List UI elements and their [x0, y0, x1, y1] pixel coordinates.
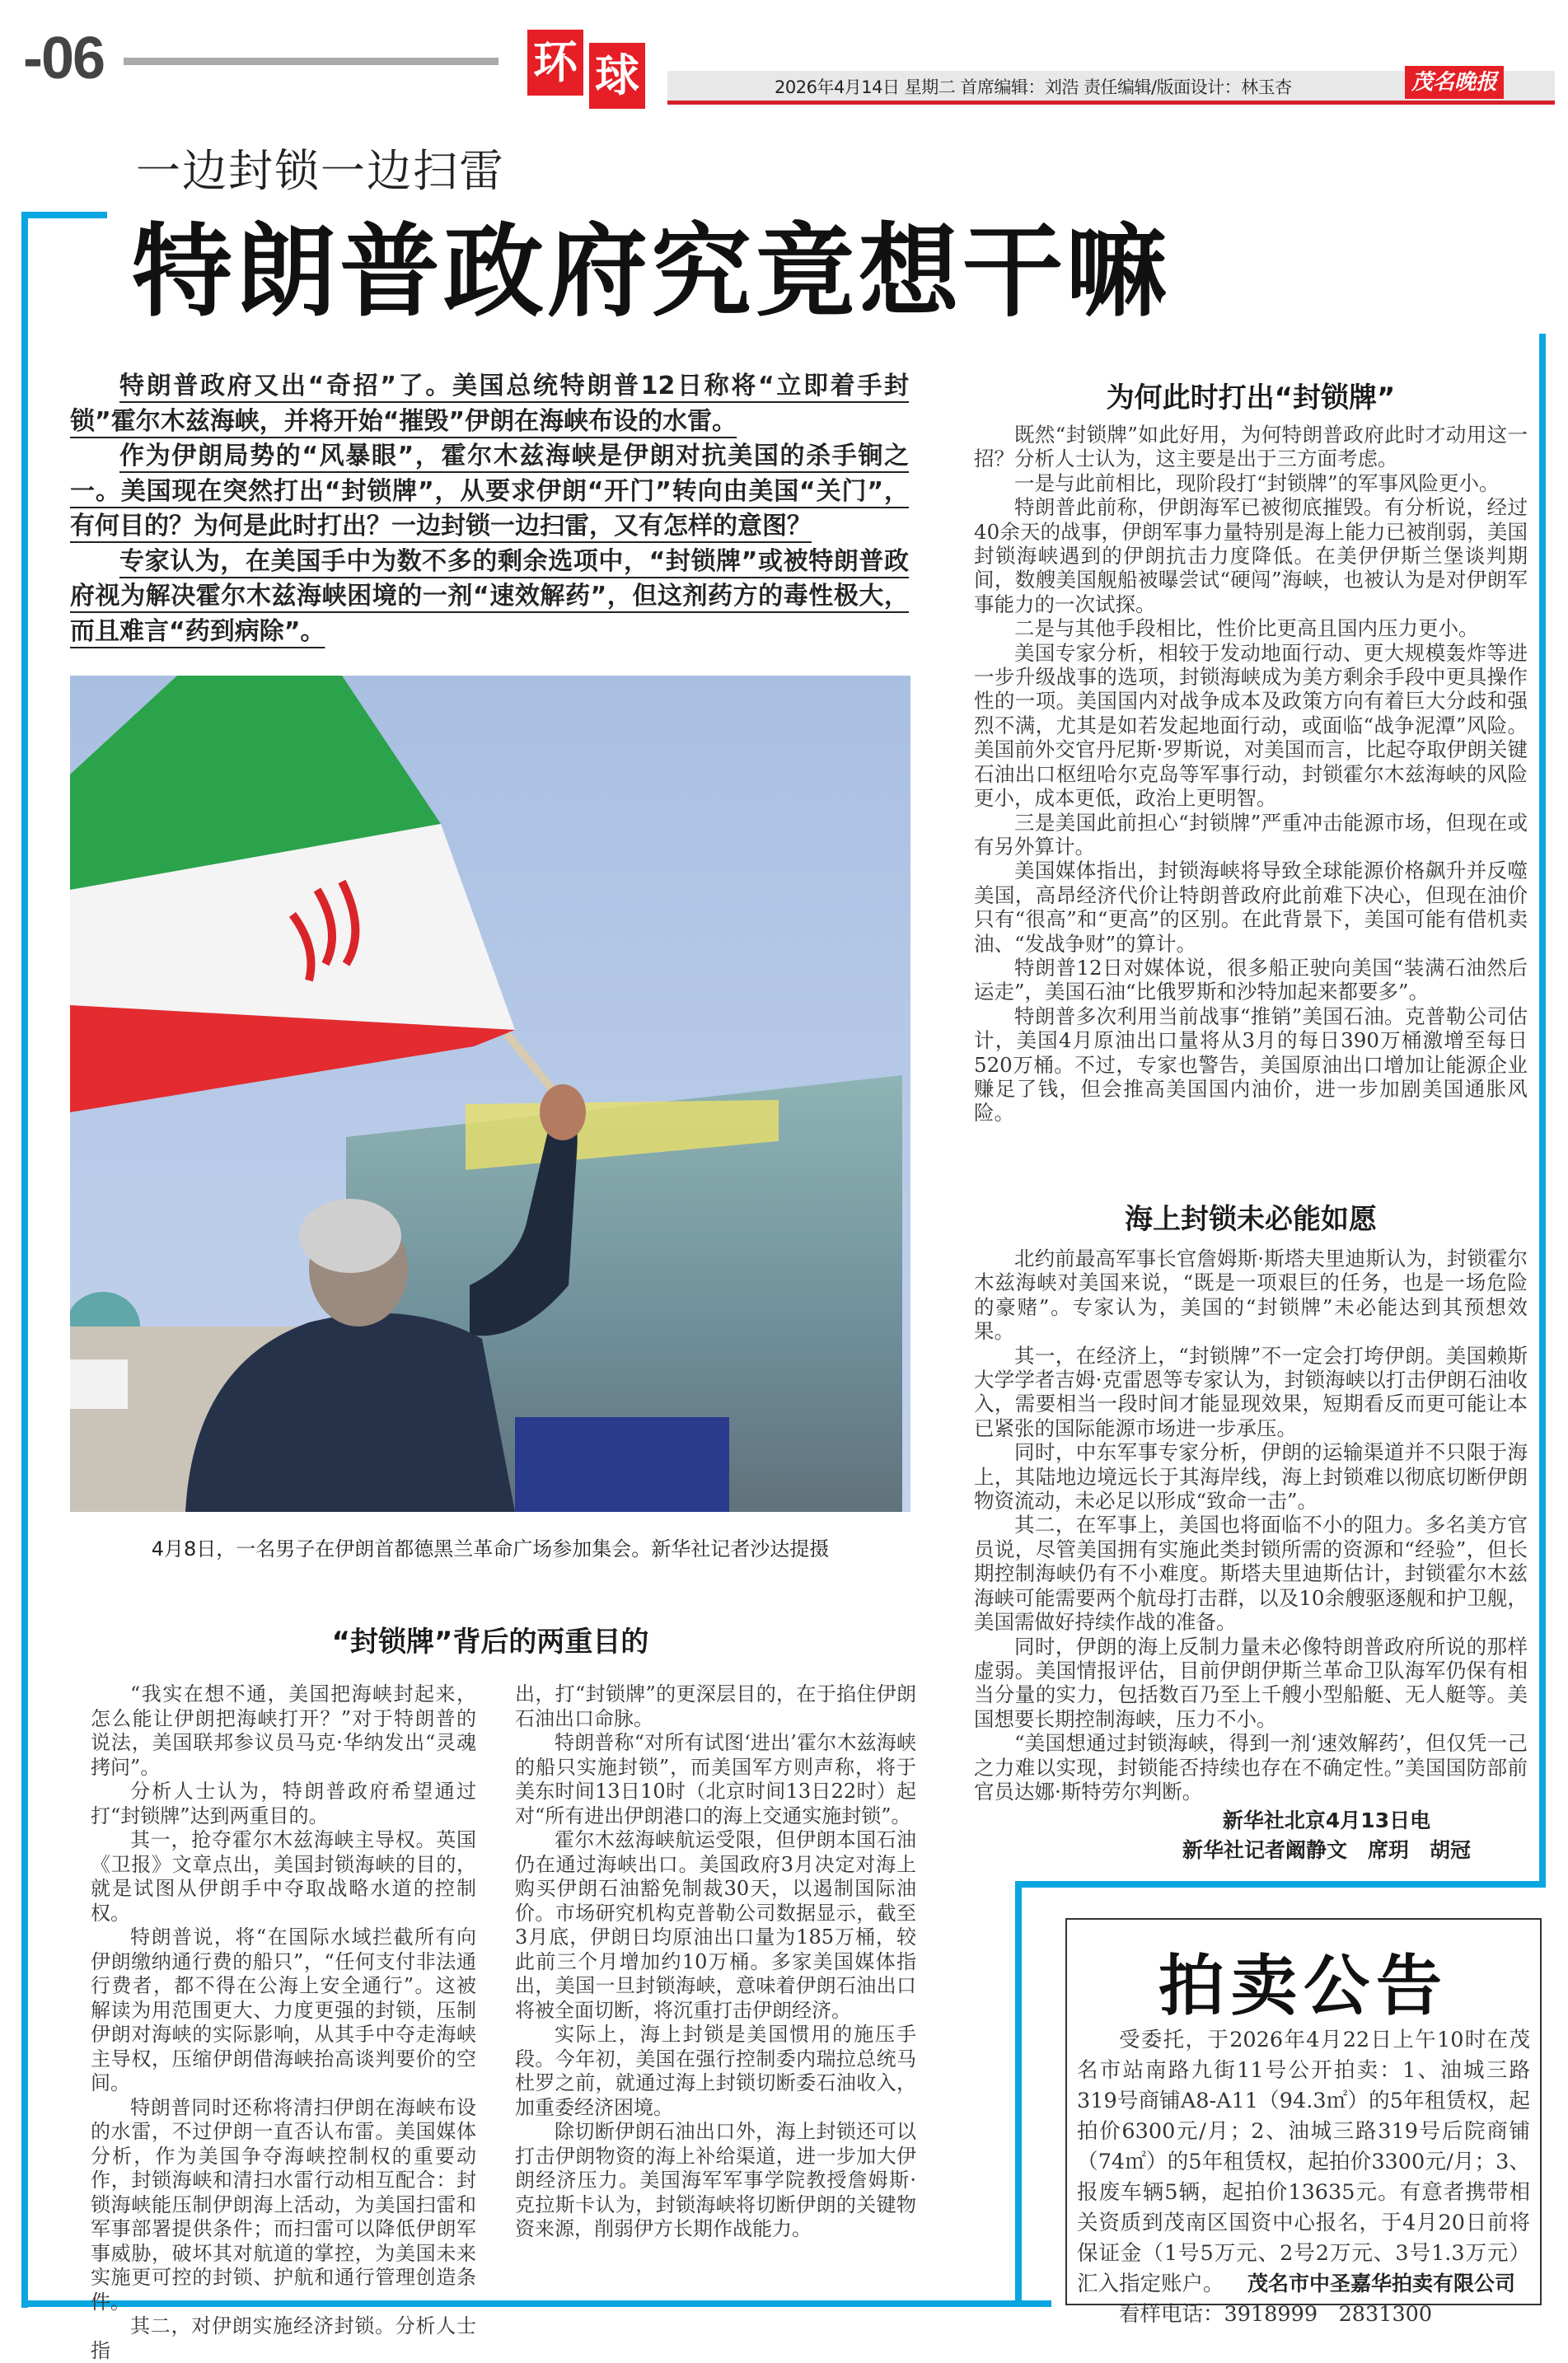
- paragraph: 特朗普说，将“在国际水域拦截所有向伊朗缴纳通行费的船只”，“任何支付非法通行费者，都不得在公海上安全通行”。这被解读为用范围更大、力度更强的封锁，压制伊朗对海峡的实际影响，从其手中夺走海峡主导权，压缩伊朗借海峡抬高谈判要价的空间。: [91, 1925, 476, 2094]
- byline: [1137, 1806, 1516, 1865]
- paragraph: 专家认为，在美国手中为数不多的剩余选项中，“封锁牌”或被特朗普政府视为解决霍尔木兹海峡困境的一剂“速效解药”，但这剂药方的毒性极大，而且难言“药到病除”。: [70, 546, 909, 646]
- paragraph: 霍尔木兹海峡航运受限，但伊朗本国石油仍在通过海峡出口。美国政府3月决定对海上购买伊朗石油豁免制裁30天，以遏制国际油价。市场研究机构克普勒公司数据显示，截至3月底，伊朗日均原油出口量为185万桶，较此前三个月增加约10万桶。多家美国媒体指出，美国一旦封锁海峡，意味着伊朗石油出口将被全面切断，将沉重打击伊朗经济。: [515, 1828, 916, 2022]
- reporters: 新华社记者阚静文 席玥 胡冠: [1182, 1838, 1471, 1862]
- text-column: [974, 423, 1528, 1125]
- header-info-bar: [667, 71, 1555, 105]
- auction-title: 拍卖公告: [1158, 1947, 1449, 2024]
- paragraph: 特朗普政府又出“奇招”了。美国总统特朗普12日称将“立即着手封锁”霍尔木兹海峡，并将开始“摧毁”伊朗在海峡布设的水雷。: [70, 372, 909, 436]
- paragraph: 特朗普多次利用当前战事“推销”美国石油。克普勒公司估计，美国4月原油出口量将从3月的每日390万桶激增至每日520万桶。不过，专家也警告，美国原油出口增加让能源企业赚足了钱，但会推高美国国内油价，进一步加剧美国通胀风险。: [974, 1004, 1528, 1125]
- paragraph: “美国想通过封锁海峡，得到一剂‘速效解药’，但仅凭一己之力难以实现，封锁能否持续也存在不确定性。”美国国防部前官员达娜·斯特劳尔判断。: [974, 1731, 1528, 1804]
- article-title: 特朗普政府究竟想干嘛: [132, 213, 1170, 330]
- paragraph: 作为伊朗局势的“风暴眼”，霍尔木兹海峡是伊朗对抗美国的杀手锏之一。美国现在突然打出“封锁牌”，从要求伊朗“开门”转向由美国“关门”，有何目的？为何是此时打出？一边封锁一边扫雷，又有怎样的意图？: [70, 442, 909, 540]
- header-rule: [124, 58, 498, 65]
- paragraph: 同时，中东军事专家分析，伊朗的运输渠道并不只限于海上，其陆地边境远长于其海岸线，海上封锁难以彻底切断伊朗物资流动，未必足以形成“致命一击”。: [974, 1440, 1528, 1514]
- news-photo: [70, 676, 910, 1512]
- paragraph: 特朗普称“对所有试图‘进出’霍尔木兹海峡的船只实施封锁”，而美国军方则声称，将于美东时间13日10时（北京时间13日22时）起对“所有进出伊朗港口的海上交通实施封锁”。: [515, 1731, 916, 1827]
- page-number: -06: [23, 26, 105, 91]
- paragraph-group: [515, 1731, 916, 2242]
- paragraph: 看样电话：3918999 2831300: [1119, 2302, 1433, 2327]
- paragraph: 美国媒体指出，封锁海峡将导致全球能源价格飙升并反噬美国，高昂经济代价让特朗普政府此前难下决心，但现在油价只有“很高”和“更高”的区别。在此背景下，美国可能有借机卖油、“发战争财”的算计。: [974, 859, 1528, 956]
- paragraph: 其一，在经济上，“封锁牌”不一定会打垮伊朗。美国赖斯大学学者吉姆·克雷恩等专家认为，封锁海峡以打击伊朗石油收入，需要相当一段时间才能显现效果，短期看反而更可能让本已紧张的国际能源市场进一步承压。: [974, 1343, 1528, 1440]
- section-label-char: 环: [527, 30, 583, 96]
- paragraph: 特朗普此前称，伊朗海军已被彻底摧毁。有分析说，经过40余天的战事，伊朗军事力量特别是海上能力已被削弱，美国封锁海峡遇到的伊朗抗击力度降低。在美伊伊斯兰堡谈判期间，数艘美国舰船被曝尝试“硬闯”海峡，也被认为是对伊朗军事能力的一次试探。: [974, 495, 1528, 616]
- section-heading: 海上封锁未必能如愿: [1125, 1203, 1377, 1236]
- paragraph: 特朗普同时还称将清扫伊朗在海峡布设的水雷，不过伊朗一直否认布雷。美国媒体分析，作为美国争夺海峡控制权的重要动作，封锁海峡和清扫水雷行动相互配合：封锁海峡能压制伊朗海上活动，为美国扫雷和军事部署提供条件；而扫雷可以降低伊朗军事威胁，破坏其对航道的掌控，为美国未来实施更可控的封锁、护航和通行管理创造条件。: [91, 2095, 476, 2314]
- paragraph: 既然“封锁牌”如此好用，为何特朗普政府此时才动用这一招？分析人士认为，这主要是出于三方面考虑。: [974, 423, 1528, 471]
- paragraph: 一是与此前相比，现阶段打“封锁牌”的军事风险更小。: [1014, 470, 1500, 495]
- paragraph: 北约前最高军事长官詹姆斯·斯塔夫里迪斯认为，封锁霍尔木兹海峡对美国来说，“既是一项艰巨的任务，也是一场危险的豪赌”。专家认为，美国的“封锁牌”未必能达到其预想效果。: [974, 1247, 1528, 1344]
- section-heading: 为何此时打出“封锁牌”: [1106, 381, 1396, 414]
- frame-left: [21, 212, 28, 2308]
- paragraph: 三是美国此前担心“封锁牌”严重冲击能源市场，但现在或有另外算计。: [974, 810, 1528, 859]
- section-label-char: 球: [589, 43, 645, 109]
- frame-step-down: [1015, 1881, 1022, 2307]
- article-kicker: 一边封锁一边扫雷: [136, 145, 505, 197]
- issue-info: 2026年4月14日 星期二 首席编辑：刘浩 责任编辑/版面设计：林玉杏: [775, 77, 1292, 97]
- paragraph: 实际上，海上封锁是美国惯用的施压手段。今年初，美国在强行控制委内瑞拉总统马杜罗之前，就通过海上封锁切断委石油收入，加重委经济困境。: [515, 2023, 916, 2119]
- newspaper-logo: 茂名晚报: [1405, 66, 1504, 99]
- auction-notice: [1065, 1918, 1542, 2327]
- paragraph: 同时，伊朗的海上反制力量未必像特朗普政府所说的那样虚弱。美国情报评估，目前伊朗伊斯兰革命卫队海军仍保有相当分量的实力，包括数百乃至上千艘小型船艇、无人艇等。美国想要长期控制海峡，压力不小。: [974, 1634, 1528, 1731]
- paragraph: 除切断伊朗石油出口外，海上封锁还可以打击伊朗物资的海上补给渠道，进一步加大伊朗经济压力。美国海军军事学院教授詹姆斯·克拉斯卡认为，封锁海峡将切断伊朗的关键物资来源，削弱伊方长期作战能力。: [515, 2120, 916, 2240]
- article-lead: [70, 369, 909, 649]
- paragraph: 受委托，于2026年4月22日上午10时在茂名市站南路九街11号公开拍卖：1、油城三路319号商铺A8-A11（94.3㎡）的5年租赁权，起拍价6300元/月；2、油城三路319号后院商铺（74㎡）的5年租赁权，起拍价3300元/月；3、报废车辆5辆，起拍价13635元。有意者携带相关资质到茂南区国资中心报名，于4月20日前将保证金（1号5万元、2号2万元、3号1.3万元）汇入指定账户。: [1077, 2028, 1530, 2296]
- frame-step: [1015, 1881, 1546, 1888]
- frame-top-left: [21, 212, 107, 218]
- section-heading: “封锁牌”背后的两重目的: [331, 1626, 649, 1659]
- auction-company: 茂名市中圣嘉华拍卖有限公司: [1247, 2272, 1515, 2295]
- paragraph: 出，打“封锁牌”的更深层目的，在于掐住伊朗石油出口命脉。: [515, 1682, 916, 1730]
- text-column: [515, 1682, 916, 2242]
- paragraph: 特朗普12日对媒体说，很多船正驶向美国“装满石油然后运走”，美国石油“比俄罗斯和沙特加起来都要多”。: [974, 955, 1528, 1004]
- dateline: 新华社北京4月13日电: [1222, 1809, 1431, 1832]
- frame-right: [1539, 334, 1546, 1888]
- paragraph: 其一，抢夺霍尔木兹海峡主导权。英国《卫报》文章点出，美国封锁海峡的目的，就是试图从伊朗手中夺取战略水道的控制权。: [91, 1828, 476, 1925]
- paragraph: 二是与其他手段相比，性价比更高且国内压力更小。: [1014, 616, 1479, 641]
- paragraph: 美国专家分析，相较于发动地面行动、更大规模轰炸等进一步升级战事的选项，封锁海峡成为美方剩余手段中更具操作性的一项。美国国内对战争成本及政策方向有着巨大分歧和强烈不满，尤其是如若发起地面行动，或面临“战争泥潭”风险。美国前外交官丹尼斯·罗斯说，对美国而言，比起夺取伊朗关键石油出口枢纽哈尔克岛等军事行动，封锁霍尔木兹海峡的风险更小，成本更低，政治上更明智。: [974, 640, 1528, 811]
- paragraph: “我实在想不通，美国把海峡封起来，怎么能让伊朗把海峡打开？”对于特朗普的说法，美国联邦参议员马克·华纳发出“灵魂拷问”。: [91, 1682, 476, 1779]
- paragraph: 分析人士认为，特朗普政府希望通过打“封锁牌”达到两重目的。: [91, 1780, 476, 1827]
- photo-caption: 4月8日，一名男子在伊朗首都德黑兰革命广场参加集会。新华社记者沙达提摄: [151, 1537, 830, 1561]
- paragraph: 其二，在军事上，美国也将面临不小的阻力。多名美方官员说，尽管美国拥有实施此类封锁所需的资源和“经验”，但长期控制海峡仍有不小难度。斯塔夫里迪斯估计，封锁霍尔木兹海峡可能需要两个航母打击群，以及10余艘驱逐舰和护卫舰，美国需做好持续作战的准备。: [974, 1513, 1528, 1635]
- paragraph: 其二，对伊朗实施经济封锁。分析人士指: [91, 2314, 476, 2362]
- text-column: [91, 1682, 476, 2363]
- text-column: [974, 1247, 1528, 1804]
